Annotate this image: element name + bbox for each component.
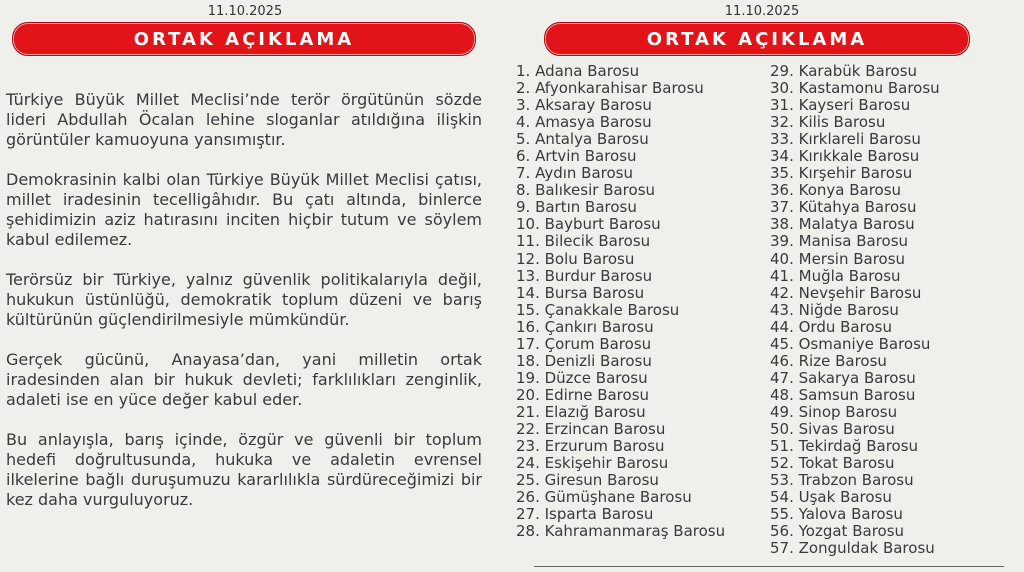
signatory-item: 6. Artvin Barosu [516, 147, 637, 166]
date-label: 11.10.2025 [724, 4, 800, 19]
signatory-item: 26. Gümüşhane Barosu [516, 488, 692, 507]
divider [534, 566, 1004, 567]
signatory-item: 12. Bolu Barosu [516, 249, 635, 268]
signatory-item: 29. Karabük Barosu [770, 62, 918, 80]
signatory-item: 37. Kütahya Barosu [770, 198, 917, 217]
signatory-item: 21. Elazığ Barosu [516, 402, 646, 421]
signatory-item: 24. Eskişehir Barosu [516, 454, 669, 473]
signatory-item: 14. Bursa Barosu [516, 283, 645, 302]
signatory-item: 56. Yozgat Barosu [770, 522, 905, 541]
signatory-item: 2. Afyonkarahisar Barosu [516, 79, 704, 98]
signatory-item: 34. Kırıkkale Barosu [770, 147, 920, 166]
signatory-item: 9. Bartın Barosu [516, 198, 637, 217]
signatory-item: 52. Tokat Barosu [770, 454, 895, 473]
signatory-item: 35. Kırşehir Barosu [770, 164, 913, 183]
signatory-item: 8. Balıkesir Barosu [516, 181, 656, 200]
title-banner: ORTAK AÇIKLAMA [544, 22, 970, 56]
statement-paragraph: Demokrasinin kalbi olan Türkiye Büyük Millet Meclisi çatısı, millet iradesinin tecelligâhıdır. Bu çatı altında, binlerce şehidimizin aziz hatırasını inciten hiçbir tutum ve söylem kabul edilemez. [6, 170, 482, 249]
signatory-item: 39. Manisa Barosu [770, 232, 909, 251]
signatory-item: 7. Aydın Barosu [516, 164, 633, 183]
signatory-item: 51. Tekirdağ Barosu [770, 437, 919, 456]
signatory-item: 17. Çorum Barosu [516, 334, 652, 353]
statement-paragraph: Terörsüz bir Türkiye, yalnız güvenlik politikalarıyla değil, hukukun üstünlüğü, demokratik toplum düzeni ve barış kültürünün güçlendirilmesiyle mümkündür. [6, 270, 482, 329]
signatory-item: 43. Niğde Barosu [770, 300, 899, 319]
signatory-item: 3. Aksaray Barosu [516, 96, 652, 115]
signatory-item: 40. Mersin Barosu [770, 249, 906, 268]
signatory-item: 18. Denizli Barosu [516, 351, 652, 370]
signatories-panel [500, 0, 1024, 572]
statement-panel [0, 0, 490, 572]
signatory-item: 1. Adana Barosu [516, 62, 640, 80]
signatory-item: 13. Burdur Barosu [516, 266, 653, 285]
signatory-item: 42. Nevşehir Barosu [770, 283, 922, 302]
signatory-item: 25. Giresun Barosu [516, 471, 659, 490]
signatory-item: 45. Osmaniye Barosu [770, 334, 931, 353]
signatory-item: 54. Uşak Barosu [770, 488, 892, 507]
signatory-item: 20. Edirne Barosu [516, 385, 650, 404]
signatory-item: 5. Antalya Barosu [516, 130, 649, 149]
signatory-item: 55. Yalova Barosu [770, 505, 903, 524]
signatory-item: 44. Ordu Barosu [770, 317, 892, 336]
signatory-item: 33. Kırklareli Barosu [770, 130, 921, 149]
date-label: 11.10.2025 [207, 4, 283, 19]
signatory-item: 57. Zonguldak Barosu [770, 539, 935, 558]
signatory-item: 23. Erzurum Barosu [516, 437, 665, 456]
signatory-item: 49. Sinop Barosu [770, 402, 898, 421]
signatory-item: 32. Kilis Barosu [770, 113, 886, 132]
title-banner: ORTAK AÇIKLAMA [12, 22, 476, 56]
signatory-item: 10. Bayburt Barosu [516, 215, 661, 234]
signatory-list-column-1 [516, 63, 725, 540]
statement-paragraph: Bu anlayışla, barış içinde, özgür ve güvenli bir toplum hedefi doğrultusunda, hukuka ve adaletin evrensel ilkelerine bağlı duruşumuzu kararlılıkla sürdüreceğimizi bir kez daha vurguluyoruz. [6, 430, 482, 509]
signatory-item: 47. Sakarya Barosu [770, 368, 916, 387]
statement-body [6, 90, 482, 530]
signatory-item: 15. Çanakkale Barosu [516, 300, 680, 319]
signatory-list-column-2 [770, 63, 940, 557]
signatory-item: 48. Samsun Barosu [770, 385, 916, 404]
signatory-item: 27. Isparta Barosu [516, 505, 654, 524]
signatory-item: 22. Erzincan Barosu [516, 419, 666, 438]
signatory-item: 46. Rize Barosu [770, 351, 887, 370]
signatory-item: 53. Trabzon Barosu [770, 471, 914, 490]
statement-paragraph: Türkiye Büyük Millet Meclisi’nde terör örgütünün sözde lideri Abdullah Öcalan lehine sloganlar atıldığına ilişkin görüntüler kamuoyuna yansımıştır. [6, 90, 482, 149]
statement-paragraph: Gerçek gücünü, Anayasa’dan, yani milletin ortak iradesinden alan bir hukuk devleti; farklılıkları zenginlik, adaleti ise en yüce değer kabul eder. [6, 350, 482, 409]
signatory-item: 38. Malatya Barosu [770, 215, 915, 234]
signatory-item: 19. Düzce Barosu [516, 368, 648, 387]
signatory-item: 36. Konya Barosu [770, 181, 902, 200]
signatory-item: 50. Sivas Barosu [770, 419, 895, 438]
signatory-item: 30. Kastamonu Barosu [770, 79, 940, 98]
signatory-item: 11. Bilecik Barosu [516, 232, 651, 251]
signatory-item: 31. Kayseri Barosu [770, 96, 911, 115]
signatory-item: 16. Çankırı Barosu [516, 317, 654, 336]
signatory-item: 28. Kahramanmaraş Barosu [516, 522, 726, 541]
signatory-item: 41. Muğla Barosu [770, 266, 901, 285]
signatory-item: 4. Amasya Barosu [516, 113, 652, 132]
